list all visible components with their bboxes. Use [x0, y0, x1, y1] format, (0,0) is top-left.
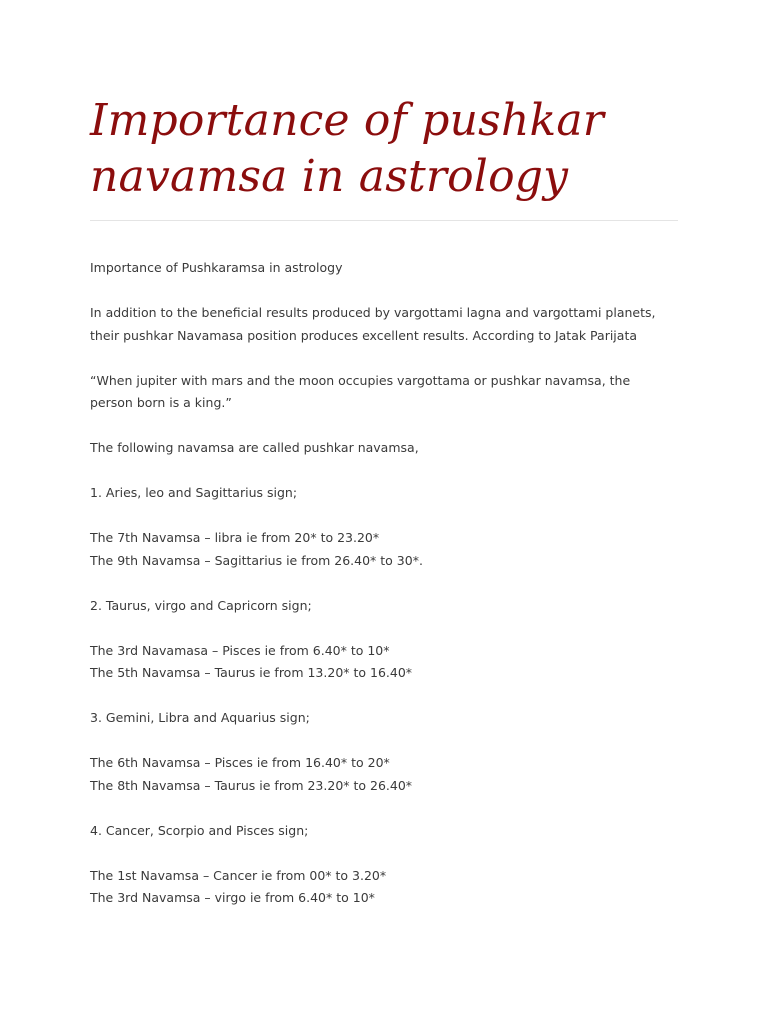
intro-paragraph: [90, 302, 678, 347]
title-divider: [90, 220, 678, 221]
following-paragraph: The following navamsa are called pushkar navamsa,: [90, 440, 419, 455]
group-2-line-1: The 3rd Navamasa – Pisces ie from 6.40* to 10*: [90, 642, 390, 658]
subtitle-paragraph: Importance of Pushkaramsa in astrology: [90, 260, 343, 275]
article-body: [90, 257, 678, 910]
group-detail-2: [90, 640, 678, 685]
group-heading-3: 3. Gemini, Libra and Aquarius sign;: [90, 710, 310, 725]
group-1-line-2: The 9th Navamsa – Sagittarius ie from 26.40* to 30*.: [90, 552, 423, 568]
group-heading-4: 4. Cancer, Scorpio and Pisces sign;: [90, 822, 309, 838]
group-4-line-1: The 1st Navamsa – Cancer ie from 00* to 3.20*: [90, 867, 387, 883]
intro-line-2: their pushkar Navamasa position produces excellent results. According to Jatak Parijata: [90, 327, 638, 343]
group-1-line-1: The 7th Navamsa – libra ie from 20* to 23.20*: [90, 530, 380, 545]
page-title: [90, 0, 678, 205]
quote-paragraph: [90, 370, 678, 415]
title-line-2: navamsa in astrology: [90, 151, 569, 202]
group-heading-1: 1. Aries, leo and Sagittarius sign;: [90, 485, 298, 500]
title-line-1: Importance of pushkar: [90, 95, 605, 146]
group-heading-2: 2. Taurus, virgo and Capricorn sign;: [90, 597, 312, 613]
group-4-line-2: The 3rd Navamsa – virgo ie from 6.40* to 10*: [90, 890, 375, 905]
group-detail-1: [90, 527, 678, 572]
group-detail-3: [90, 752, 678, 797]
quote-line-1: “When jupiter with mars and the moon occupies vargottama or pushkar navamsa, the: [90, 372, 631, 388]
group-3-line-2: The 8th Navamsa – Taurus ie from 23.20* to 26.40*: [90, 777, 413, 793]
group-detail-4: [90, 865, 678, 910]
intro-line-1: In addition to the beneficial results produced by vargottami lagna and vargottami planets,: [90, 305, 656, 320]
group-3-line-1: The 6th Navamsa – Pisces ie from 16.40* to 20*: [90, 755, 390, 770]
quote-line-2: person born is a king.”: [90, 395, 232, 410]
group-2-line-2: The 5th Navamsa – Taurus ie from 13.20* to 16.40*: [90, 665, 413, 680]
